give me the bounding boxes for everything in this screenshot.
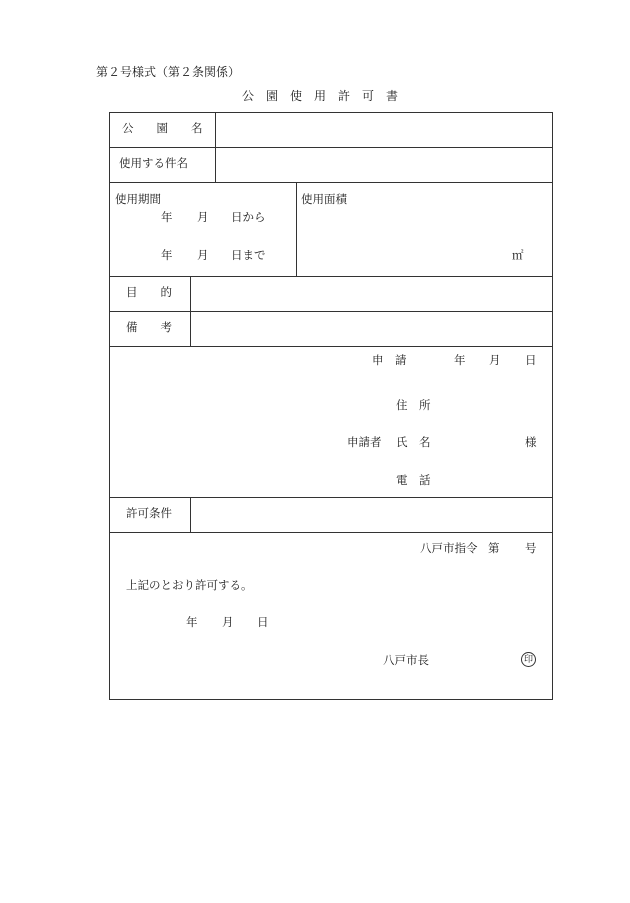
permit-year: 年 bbox=[186, 615, 198, 629]
document-title: 公 園 使 用 許 可 書 bbox=[242, 89, 399, 103]
from-year-label: 年 bbox=[161, 210, 173, 224]
address-label: 住 所 bbox=[396, 398, 431, 412]
application-year: 年 bbox=[454, 353, 466, 367]
area-unit: ㎡ bbox=[512, 248, 524, 262]
honorific-label: 様 bbox=[525, 435, 537, 449]
conditions-label: 許可条件 bbox=[126, 506, 172, 520]
application-date-label: 申 請 bbox=[372, 353, 407, 367]
form-number: 第２号様式（第２条関係） bbox=[96, 65, 241, 79]
area-label: 使用面積 bbox=[301, 192, 347, 206]
park-name-field[interactable] bbox=[218, 116, 548, 144]
park-name-label: 公 園 名 bbox=[122, 121, 203, 135]
number-suffix: 号 bbox=[525, 541, 537, 555]
command-prefix: 八戸市指令 bbox=[420, 541, 478, 555]
permit-day: 日 bbox=[257, 615, 269, 629]
case-name-label: 使用する件名 bbox=[119, 156, 188, 170]
name-label: 氏 名 bbox=[396, 435, 431, 449]
application-month: 月 bbox=[489, 353, 501, 367]
purpose-field[interactable] bbox=[194, 280, 548, 308]
application-day: 日 bbox=[525, 353, 537, 367]
permit-month: 月 bbox=[222, 615, 234, 629]
number-prefix: 第 bbox=[488, 541, 500, 555]
purpose-label: 目 的 bbox=[126, 285, 172, 299]
to-year-label: 年 bbox=[161, 248, 173, 262]
from-day-label: 日から bbox=[231, 210, 266, 224]
to-month-label: 月 bbox=[197, 248, 209, 262]
applicant-label: 申請者 bbox=[347, 435, 382, 449]
remarks-field[interactable] bbox=[194, 315, 548, 343]
period-label: 使用期間 bbox=[115, 192, 161, 206]
permit-statement: 上記のとおり許可する。 bbox=[126, 578, 253, 592]
seal-mark: 印 bbox=[521, 652, 536, 667]
remarks-label: 備 考 bbox=[126, 320, 172, 334]
to-day-label: 日まで bbox=[231, 248, 266, 262]
mayor-label: 八戸市長 bbox=[383, 653, 429, 667]
case-name-field[interactable] bbox=[218, 151, 548, 179]
from-month-label: 月 bbox=[197, 210, 209, 224]
phone-label: 電 話 bbox=[396, 473, 431, 487]
conditions-field[interactable] bbox=[194, 500, 548, 528]
